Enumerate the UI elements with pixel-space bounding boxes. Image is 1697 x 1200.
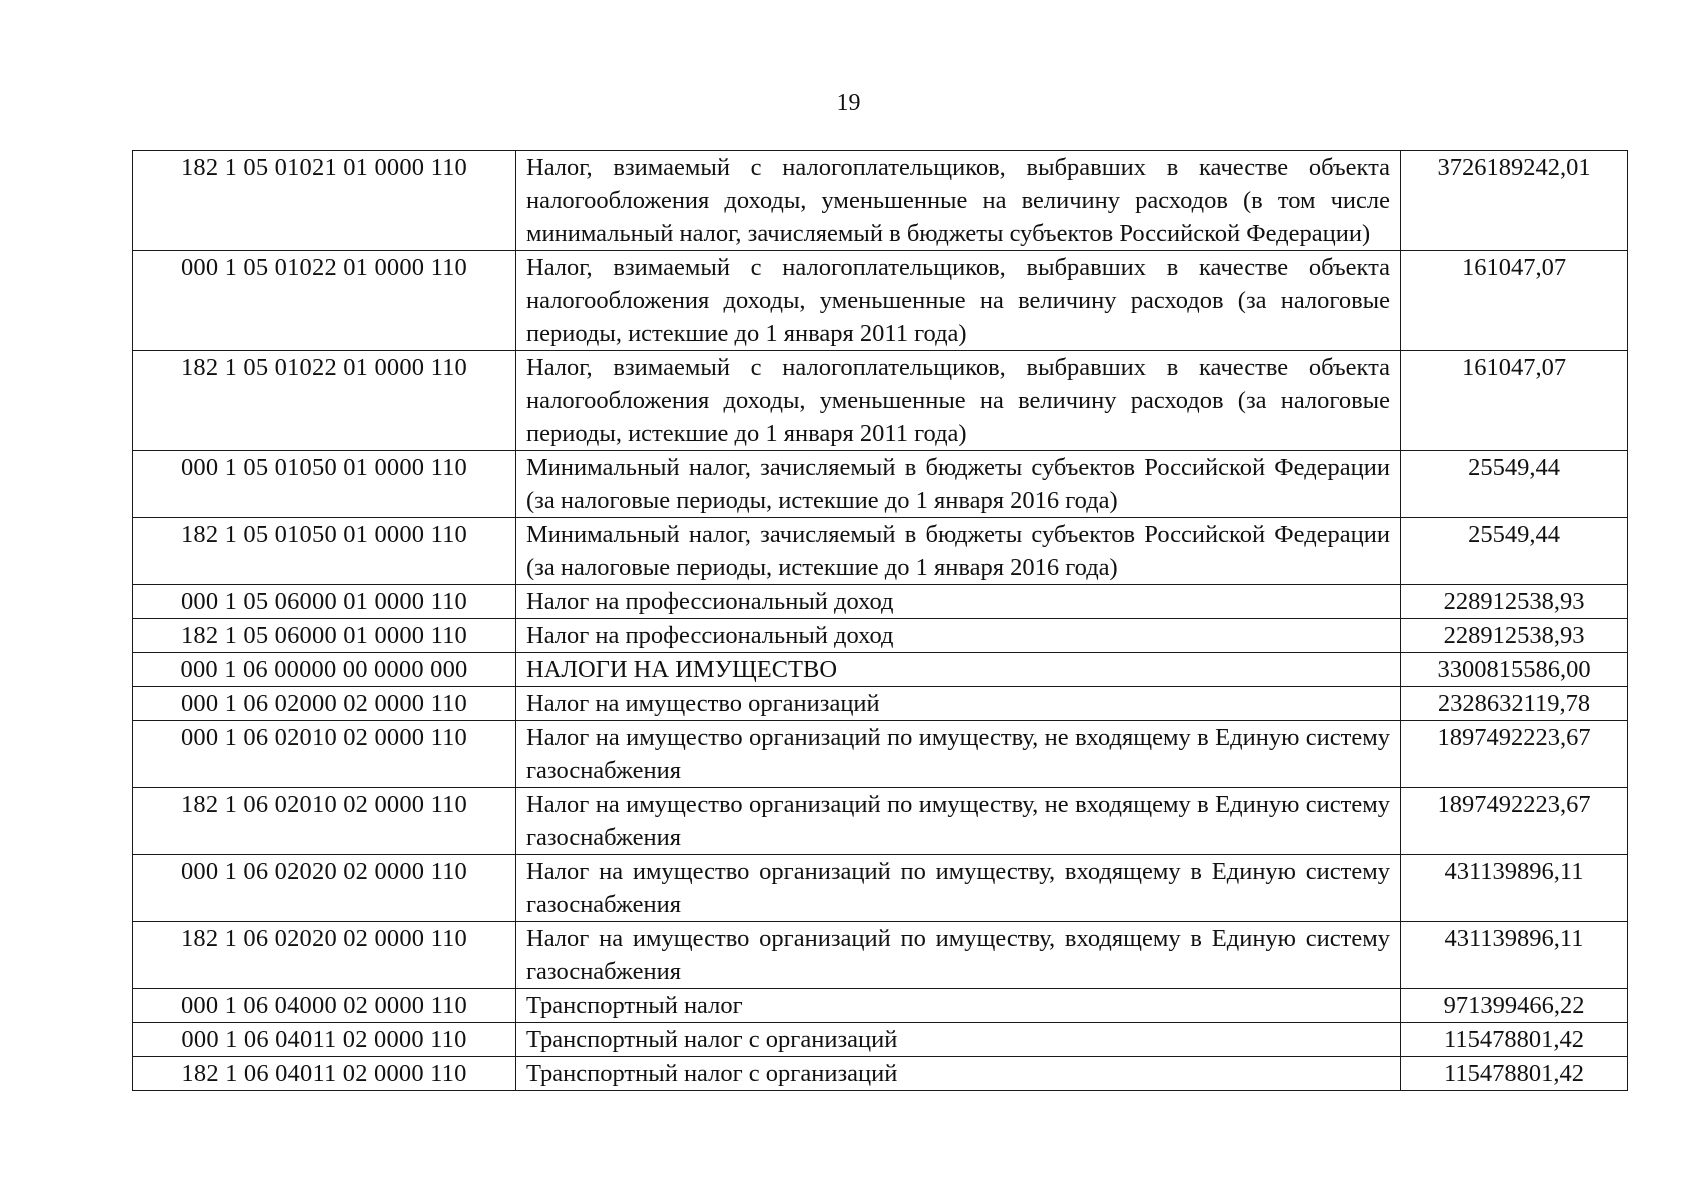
amount-cell: 431139896,11 [1401, 922, 1628, 989]
revenue-table-body [133, 151, 1628, 1091]
table-row [133, 788, 1628, 855]
budget-code-cell: 182 1 06 02010 02 0000 110 [133, 788, 516, 855]
table-row [133, 619, 1628, 653]
amount-cell: 1897492223,67 [1401, 788, 1628, 855]
budget-code-cell: 182 1 05 01050 01 0000 110 [133, 518, 516, 585]
table-row [133, 151, 1628, 251]
revenue-name-cell: Налог, взимаемый с налогоплательщиков, выбравших в качестве объекта налогообложения доходы, уменьшенные на величину расходов (за налоговые периоды, истекшие до 1 января 2011 года) [516, 251, 1401, 351]
table-row [133, 518, 1628, 585]
amount-cell: 25549,44 [1401, 518, 1628, 585]
budget-code-cell: 182 1 05 06000 01 0000 110 [133, 619, 516, 653]
table-row [133, 351, 1628, 451]
table-row [133, 989, 1628, 1023]
amount-cell: 228912538,93 [1401, 585, 1628, 619]
amount-cell: 161047,07 [1401, 251, 1628, 351]
budget-code-cell: 000 1 06 02020 02 0000 110 [133, 855, 516, 922]
table-row [133, 721, 1628, 788]
amount-cell: 115478801,42 [1401, 1057, 1628, 1091]
budget-code-cell: 000 1 06 04000 02 0000 110 [133, 989, 516, 1023]
revenue-name-cell: Минимальный налог, зачисляемый в бюджеты субъектов Российской Федерации (за налоговые периоды, истекшие до 1 января 2016 года) [516, 518, 1401, 585]
revenue-name-cell: Налог на имущество организаций по имуществу, входящему в Единую систему газоснабжения [516, 922, 1401, 989]
budget-code-cell: 000 1 05 01022 01 0000 110 [133, 251, 516, 351]
budget-code-cell: 000 1 06 02000 02 0000 110 [133, 687, 516, 721]
amount-cell: 971399466,22 [1401, 989, 1628, 1023]
revenue-name-cell: Налог, взимаемый с налогоплательщиков, выбравших в качестве объекта налогообложения доходы, уменьшенные на величину расходов (за налоговые периоды, истекшие до 1 января 2011 года) [516, 351, 1401, 451]
table-row [133, 653, 1628, 687]
budget-code-cell: 182 1 06 04011 02 0000 110 [133, 1057, 516, 1091]
revenue-name-cell: Транспортный налог с организаций [516, 1057, 1401, 1091]
budget-code-cell: 000 1 05 06000 01 0000 110 [133, 585, 516, 619]
page-number: 19 [836, 90, 861, 116]
revenue-name-cell: Налог, взимаемый с налогоплательщиков, выбравших в качестве объекта налогообложения доходы, уменьшенные на величину расходов (в том числе минимальный налог, зачисляемый в бюджеты субъектов Российской Федерации) [516, 151, 1401, 251]
amount-cell: 115478801,42 [1401, 1023, 1628, 1057]
revenue-name-cell: Налог на имущество организаций по имуществу, не входящему в Единую систему газоснабжения [516, 721, 1401, 788]
table-row [133, 451, 1628, 518]
budget-code-cell: 182 1 06 02020 02 0000 110 [133, 922, 516, 989]
table-row [133, 855, 1628, 922]
revenue-name-cell: Налог на имущество организаций по имуществу, входящему в Единую систему газоснабжения [516, 855, 1401, 922]
amount-cell: 25549,44 [1401, 451, 1628, 518]
amount-cell: 2328632119,78 [1401, 687, 1628, 721]
table-row [133, 1023, 1628, 1057]
amount-cell: 431139896,11 [1401, 855, 1628, 922]
budget-code-cell: 182 1 05 01022 01 0000 110 [133, 351, 516, 451]
budget-code-cell: 000 1 06 04011 02 0000 110 [133, 1023, 516, 1057]
revenue-name-cell: Налог на имущество организаций [516, 687, 1401, 721]
revenue-name-cell: Минимальный налог, зачисляемый в бюджеты субъектов Российской Федерации (за налоговые периоды, истекшие до 1 января 2016 года) [516, 451, 1401, 518]
amount-cell: 3726189242,01 [1401, 151, 1628, 251]
revenue-table [132, 150, 1628, 1091]
table-row [133, 251, 1628, 351]
table-row [133, 585, 1628, 619]
table-row [133, 687, 1628, 721]
amount-cell: 161047,07 [1401, 351, 1628, 451]
revenue-name-cell: Налог на профессиональный доход [516, 619, 1401, 653]
amount-cell: 1897492223,67 [1401, 721, 1628, 788]
revenue-name-cell: Транспортный налог с организаций [516, 1023, 1401, 1057]
budget-code-cell: 182 1 05 01021 01 0000 110 [133, 151, 516, 251]
amount-cell: 228912538,93 [1401, 619, 1628, 653]
table-row [133, 922, 1628, 989]
budget-code-cell: 000 1 05 01050 01 0000 110 [133, 451, 516, 518]
revenue-name-cell: НАЛОГИ НА ИМУЩЕСТВО [516, 653, 1401, 687]
budget-code-cell: 000 1 06 02010 02 0000 110 [133, 721, 516, 788]
revenue-name-cell: Транспортный налог [516, 989, 1401, 1023]
amount-cell: 3300815586,00 [1401, 653, 1628, 687]
table-row [133, 1057, 1628, 1091]
budget-code-cell: 000 1 06 00000 00 0000 000 [133, 653, 516, 687]
revenue-name-cell: Налог на имущество организаций по имуществу, не входящему в Единую систему газоснабжения [516, 788, 1401, 855]
revenue-name-cell: Налог на профессиональный доход [516, 585, 1401, 619]
